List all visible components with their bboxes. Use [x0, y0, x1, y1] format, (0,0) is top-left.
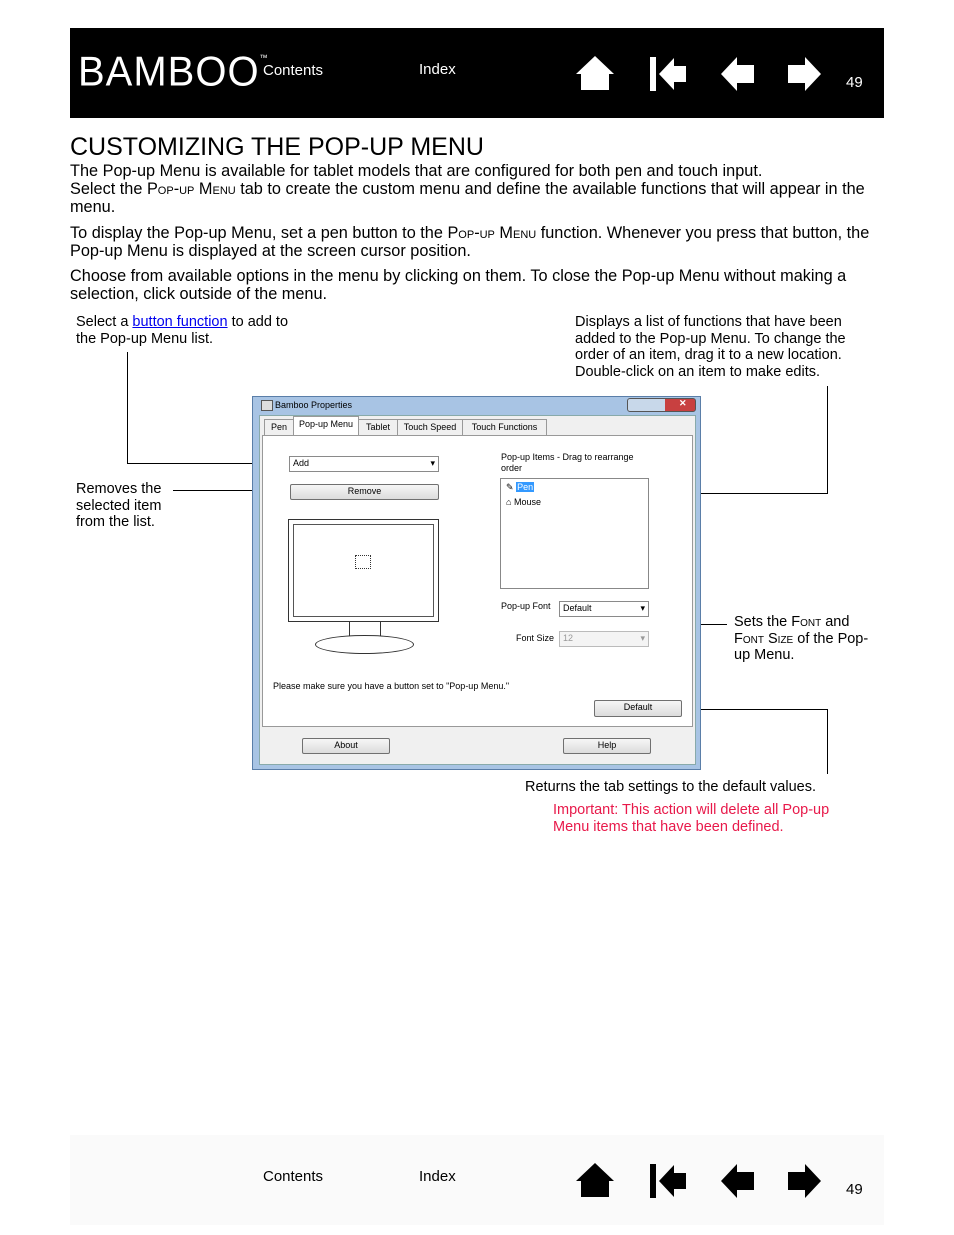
- callout-default: Returns the tab settings to the default values.: [525, 779, 816, 795]
- monitor-illustration: [288, 519, 439, 622]
- next-page-icon[interactable]: [784, 1161, 824, 1201]
- mouse-icon: ⌂: [506, 497, 512, 507]
- default-button[interactable]: Default: [594, 700, 682, 717]
- remove-button[interactable]: Remove: [290, 484, 439, 500]
- paragraph-3: Choose from available options in the menu by clicking on them. To close the Pop-up Menu without making a selection, click outside of the menu.: [70, 267, 847, 303]
- font-size-label: Font Size: [516, 633, 555, 643]
- callout-remove: Removes the selected item from the list.: [76, 481, 162, 530]
- previous-page-icon[interactable]: [718, 1161, 758, 1201]
- callout-list: Displays a list of functions that have been added to the Pop-up Menu. To change the order of an item, drag it to a new location. Double-click on an item to make edits.: [575, 314, 846, 380]
- callout-line: [827, 386, 828, 494]
- footer-bar: [70, 1135, 884, 1225]
- callout-add: Select a button function to add to the Pop-up Menu list.: [76, 314, 289, 347]
- callout-line: [680, 709, 828, 710]
- paragraph-1: The Pop-up Menu is available for tablet models that are configured for both pen and touch input. Select the Pop-up Menu tab to create the custom menu and define the available functions that will appear in the menu.: [70, 162, 865, 216]
- home-icon[interactable]: [575, 54, 615, 94]
- bamboo-properties-dialog: [252, 396, 701, 770]
- popup-items-label: Pop-up Items - Drag to rearrange order: [501, 452, 634, 473]
- list-item[interactable]: ⌂ Mouse: [506, 497, 541, 507]
- chevron-down-icon: ▾: [640, 603, 645, 613]
- popup-font-label: Pop-up Font: [501, 601, 551, 611]
- callout-line: [827, 709, 828, 774]
- home-icon[interactable]: [575, 1161, 615, 1201]
- header-bar: [70, 28, 884, 118]
- popup-font-dropdown[interactable]: Default ▾: [559, 601, 649, 617]
- pen-icon: ✎: [506, 482, 514, 492]
- tab-touch-speed[interactable]: Touch Speed: [397, 419, 463, 435]
- important-note: Important: This action will delete all Pop-up Menu items that have been defined.: [553, 802, 830, 835]
- button-function-link[interactable]: button function: [132, 314, 228, 330]
- window-controls[interactable]: [627, 398, 696, 412]
- index-link[interactable]: Index: [419, 61, 456, 78]
- add-function-dropdown[interactable]: Add ▾: [289, 456, 439, 472]
- section-title: CUSTOMIZING THE POP-UP MENU: [70, 133, 484, 161]
- popup-notice: Please make sure you have a button set to "Pop-up Menu.": [273, 681, 510, 691]
- callout-line: [127, 352, 128, 464]
- font-size-dropdown[interactable]: 12 ▾: [559, 631, 649, 647]
- popup-items-list[interactable]: [500, 478, 649, 589]
- tab-touch-functions[interactable]: Touch Functions: [462, 419, 547, 435]
- popup-preview: [355, 555, 371, 569]
- index-link[interactable]: Index: [419, 1168, 456, 1185]
- previous-page-icon[interactable]: [718, 54, 758, 94]
- list-item[interactable]: ✎ Pen: [506, 482, 534, 492]
- page-number: 49: [846, 1181, 863, 1198]
- contents-link[interactable]: Contents: [263, 62, 324, 79]
- about-button[interactable]: About: [302, 738, 390, 754]
- tab-tablet[interactable]: Tablet: [358, 419, 398, 435]
- app-icon: [261, 400, 273, 411]
- callout-font: Sets the Font and Font Size of the Pop-up Menu.: [734, 614, 869, 663]
- close-icon[interactable]: ✕: [679, 398, 687, 408]
- tab-pen[interactable]: Pen: [264, 419, 294, 435]
- next-page-icon[interactable]: [784, 54, 824, 94]
- paragraph-2: To display the Pop-up Menu, set a pen button to the Pop-up Menu function. Whenever you press that button, the Pop-up Menu is displayed at the screen cursor position.: [70, 224, 870, 260]
- help-button[interactable]: Help: [563, 738, 651, 754]
- chevron-down-icon: ▾: [640, 633, 645, 643]
- contents-link[interactable]: Contents: [263, 1168, 324, 1185]
- tab-popup-menu[interactable]: Pop-up Menu: [293, 416, 359, 436]
- first-page-icon[interactable]: [648, 1161, 688, 1201]
- page-number: 49: [846, 74, 863, 91]
- monitor-screen: [293, 524, 434, 617]
- chevron-down-icon: ▾: [430, 458, 435, 468]
- dialog-title: Bamboo Properties: [275, 400, 353, 410]
- bamboo-logo: BAMBOO™: [78, 48, 269, 96]
- monitor-stand: [315, 635, 414, 654]
- tab-panel: [262, 435, 693, 727]
- dialog-body: [259, 415, 696, 765]
- first-page-icon[interactable]: [648, 54, 688, 94]
